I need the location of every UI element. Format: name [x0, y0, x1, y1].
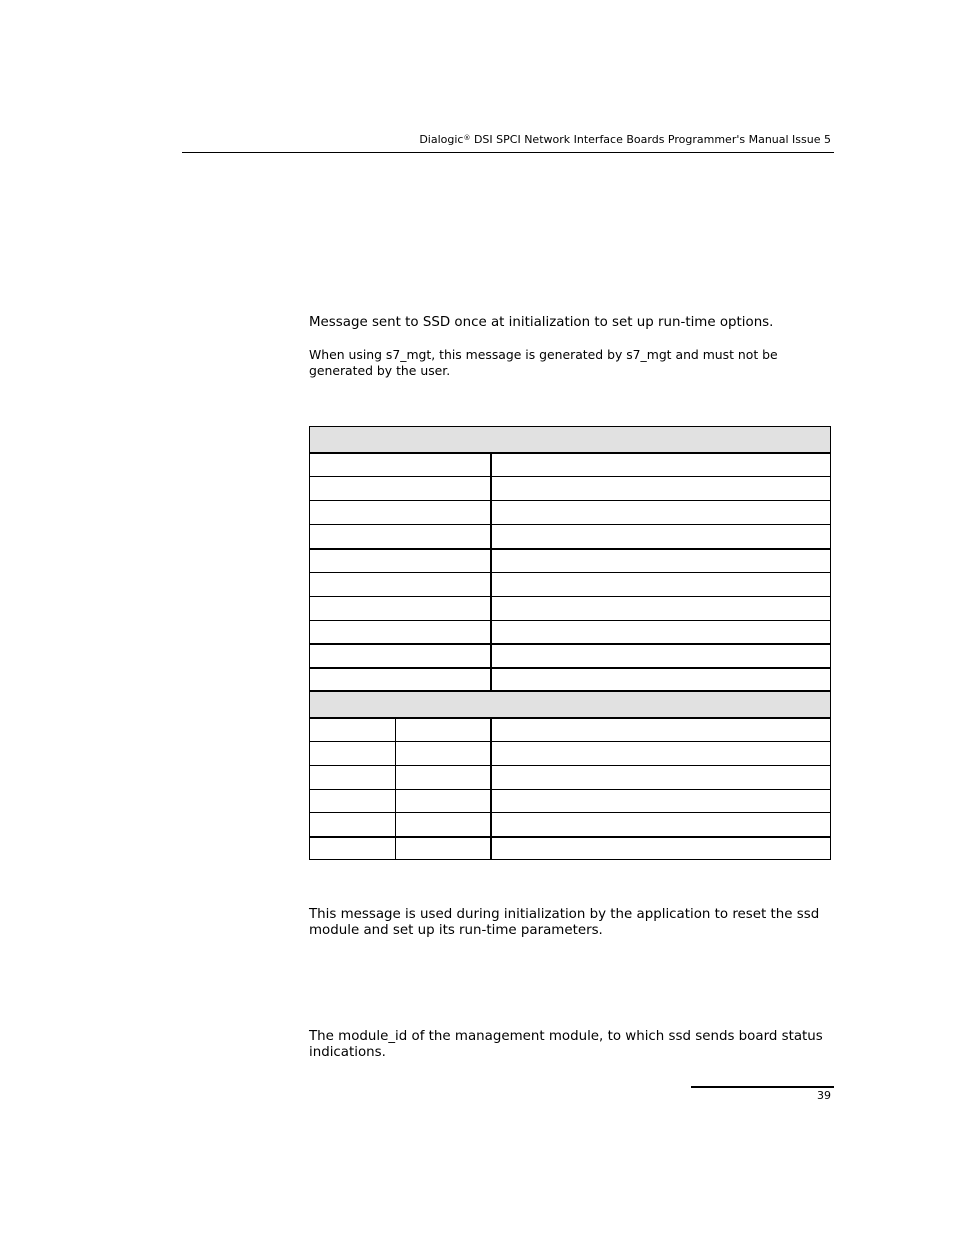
table-row [310, 500, 830, 501]
table-row [310, 717, 830, 719]
table-row [310, 596, 830, 597]
table-row [310, 765, 830, 766]
parameter-area-band [310, 691, 830, 717]
table-row [310, 667, 830, 669]
table-row [310, 643, 830, 645]
table-row [310, 572, 830, 573]
description-text: This message is used during initialization by the application to reset the ssd module and set up its run-time parameters. [309, 907, 820, 938]
column-divider [395, 717, 396, 860]
table-row [310, 476, 830, 477]
table-row [310, 812, 830, 813]
column-divider [490, 453, 492, 691]
column-divider [490, 717, 492, 860]
table-row [310, 524, 830, 525]
synopsis-text: Message sent to SSD once at initialization to set up run-time options. [309, 315, 774, 330]
running-header [182, 133, 831, 147]
header-title: DSI SPCI Network Interface Boards Programmer's Manual Issue 5 [470, 133, 831, 146]
table-row [310, 690, 830, 692]
table-row [310, 452, 830, 454]
table-row [310, 548, 830, 550]
table-row [310, 620, 830, 621]
table-row [310, 741, 830, 742]
message-format-table [309, 426, 831, 860]
message-header-band [310, 427, 830, 453]
header-rule [182, 152, 834, 153]
table-row [310, 789, 830, 790]
table-row [310, 836, 830, 838]
page-number: 39 [817, 1089, 831, 1102]
footer-rule [691, 1086, 834, 1088]
registered-trademark: ® [463, 134, 471, 142]
management-module-text: The module_id of the management module, to which ssd sends board status indications. [309, 1029, 823, 1060]
usage-note: When using s7_mgt, this message is generated by s7_mgt and must not be generated by the user. [309, 347, 778, 378]
header-brand: Dialogic [419, 133, 464, 146]
